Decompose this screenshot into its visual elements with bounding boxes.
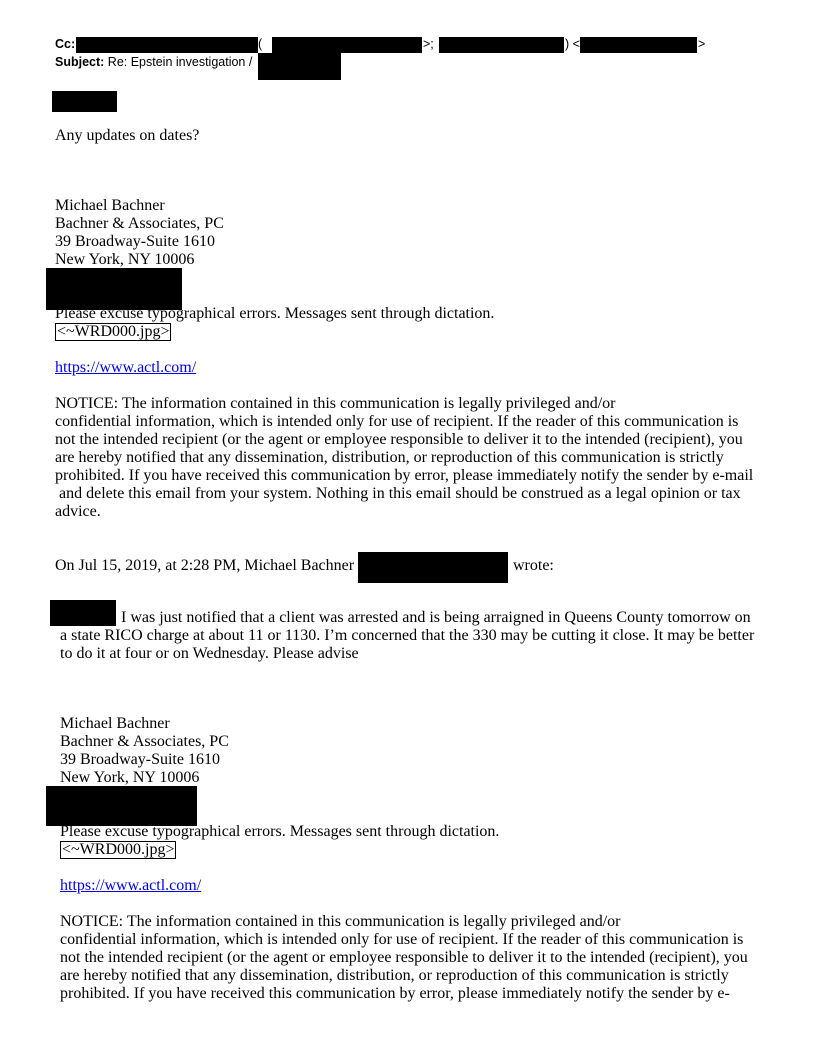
notice-line: are hereby notified that any dissemination, distribution, or reproduction of this communication is strictly [60, 967, 729, 984]
notice-line: NOTICE: The information contained in this communication is legally privileged and/or [60, 913, 621, 930]
redaction [439, 37, 564, 53]
notice-line: NOTICE: The information contained in this communication is legally privileged and/or [55, 395, 616, 412]
cc-end: > [698, 37, 706, 51]
notice-line: are hereby notified that any dissemination, distribution, or reproduction of this communication is strictly [55, 449, 724, 466]
notice-line: not the intended recipient (or the agent or employee responsible to deliver it to the intended (recipient), you [60, 949, 748, 966]
cc-separator: >; [423, 37, 434, 51]
notice-line: confidential information, which is intended only for use of recipient. If the reader of this communication is [55, 413, 739, 430]
signature-firm: Bachner & Associates, PC [60, 733, 229, 750]
redaction [358, 552, 508, 583]
attachment[interactable] [55, 323, 171, 341]
redaction [50, 600, 116, 626]
signature-address: 39 Broadway-Suite 1610 [60, 751, 220, 768]
redaction [52, 91, 117, 112]
redaction [258, 53, 341, 80]
signature-city: New York, NY 10006 [60, 769, 200, 786]
quoted-body-line: a state RICO charge at about 11 or 1130. I’m concerned that the 330 may be cutting it close. It may be better [60, 627, 755, 644]
signature-address: 39 Broadway-Suite 1610 [55, 233, 215, 250]
notice-line: confidential information, which is intended only for use of recipient. If the reader of this communication is [60, 931, 744, 948]
signature-firm: Bachner & Associates, PC [55, 215, 224, 232]
cc-separator: ) < [565, 37, 580, 51]
dictation-note: Please excuse typographical errors. Messages sent through dictation. [60, 823, 500, 840]
signature-name: Michael Bachner [55, 197, 165, 214]
signature-city: New York, NY 10006 [55, 251, 195, 268]
attachment[interactable] [60, 841, 176, 859]
notice-line: advice. [55, 503, 101, 520]
cc-label: Cc: [55, 37, 76, 51]
redaction [580, 37, 697, 53]
reply-body: Any updates on dates? [55, 127, 200, 144]
cc-paren: ( [258, 37, 263, 51]
notice-line: prohibited. If you have received this communication by error, please immediately notify the sender by e- [60, 985, 730, 1002]
quoted-body-line: to do it at four or on Wednesday. Please advise [60, 645, 359, 662]
quoted-body-line: I was just notified that a client was arrested and is being arraigned in Queens County tomorrow on [121, 609, 751, 626]
redaction [46, 786, 197, 826]
website-link[interactable]: https://www.actl.com/ [60, 877, 202, 894]
subject-label: Subject: [55, 55, 105, 69]
dictation-note: Please excuse typographical errors. Messages sent through dictation. [55, 305, 495, 322]
redaction [46, 268, 182, 310]
cc-line [55, 37, 75, 51]
subject-value: Re: Epstein investigation / [107, 55, 253, 69]
notice-line: prohibited. If you have received this communication by error, please immediately notify the sender by e-mail [55, 467, 754, 484]
attachment-label[interactable]: <~WRD000.jpg> [57, 323, 170, 340]
quote-attribution-suffix: wrote: [513, 557, 554, 574]
attachment-label[interactable]: <~WRD000.jpg> [62, 841, 175, 858]
website-link[interactable]: https://www.actl.com/ [55, 359, 197, 376]
redaction [76, 37, 258, 53]
notice-line: not the intended recipient (or the agent or employee responsible to deliver it to the intended (recipient), you [55, 431, 743, 448]
subject-line [55, 55, 252, 69]
redaction [272, 37, 422, 53]
signature-name: Michael Bachner [60, 715, 170, 732]
quote-attribution: On Jul 15, 2019, at 2:28 PM, Michael Bachner [55, 557, 355, 574]
notice-line: and delete this email from your system. Nothing in this email should be construed as a legal opinion or tax [55, 485, 741, 502]
